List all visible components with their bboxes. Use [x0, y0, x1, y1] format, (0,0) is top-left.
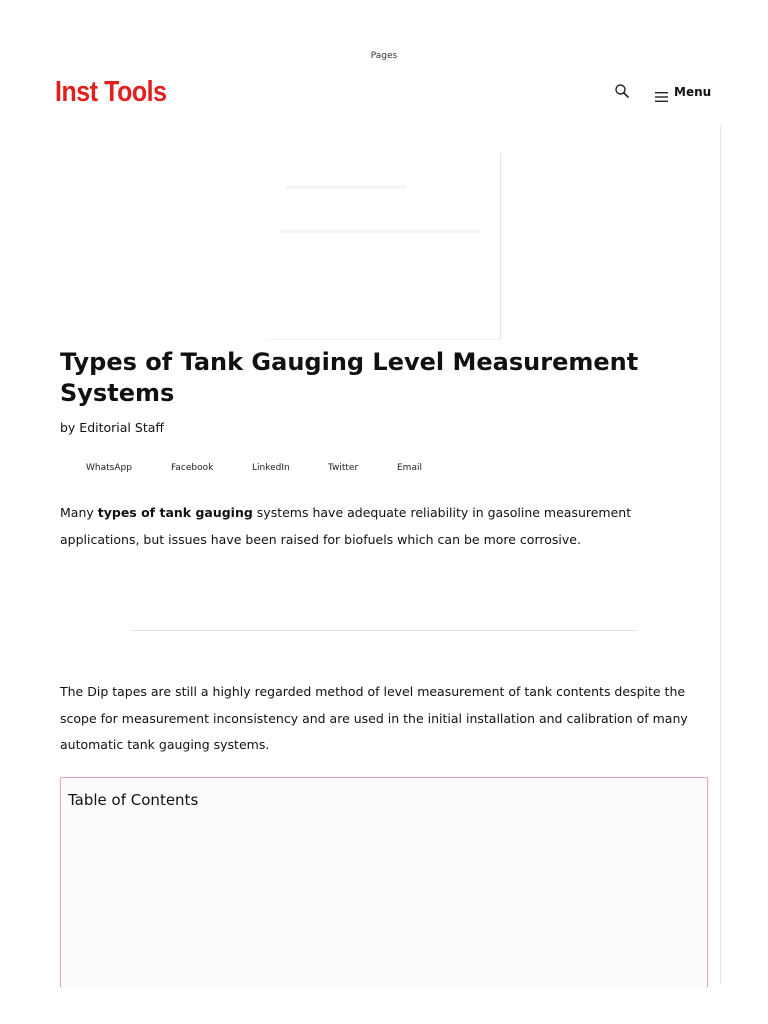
intro-text-start: Many — [60, 505, 98, 520]
share-twitter[interactable]: Twitter — [328, 463, 359, 473]
dip-tapes-paragraph: The Dip tapes are still a highly regarded method of level measurement of tank contents despite the scope for measurement inconsistency and are used in the initial installation and calibration of many automatic tank gauging systems. — [60, 684, 688, 752]
share-bar — [60, 463, 480, 479]
share-linkedin[interactable]: LinkedIn — [252, 463, 290, 473]
sidebar-divider — [720, 126, 721, 984]
share-email[interactable]: Email — [397, 463, 422, 473]
table-of-contents — [60, 777, 708, 988]
site-header — [0, 75, 768, 109]
search-icon[interactable] — [614, 83, 630, 99]
menu-label: Menu — [674, 85, 712, 99]
hamburger-icon — [655, 87, 668, 97]
article-byline: by Editorial Staff — [60, 420, 164, 435]
intro-text-end: systems have adequate reliability in gasoline measurement applications, but issues have been raised for biofuels which can be more corrosive. — [60, 505, 632, 547]
content-divider — [131, 630, 637, 631]
share-whatsapp[interactable]: WhatsApp — [86, 463, 132, 473]
menu-button[interactable] — [655, 82, 711, 102]
pages-link[interactable]: Pages — [370, 51, 398, 61]
ad-placeholder — [266, 153, 501, 340]
intro-keyword: types of tank gauging — [97, 505, 253, 520]
article-title: Types of Tank Gauging Level Measurement Systems — [60, 348, 639, 407]
intro-paragraph — [60, 500, 710, 553]
toc-title[interactable]: Table of Contents — [68, 791, 199, 809]
site-logo[interactable]: Inst Tools — [55, 76, 167, 108]
share-facebook[interactable]: Facebook — [171, 463, 214, 473]
